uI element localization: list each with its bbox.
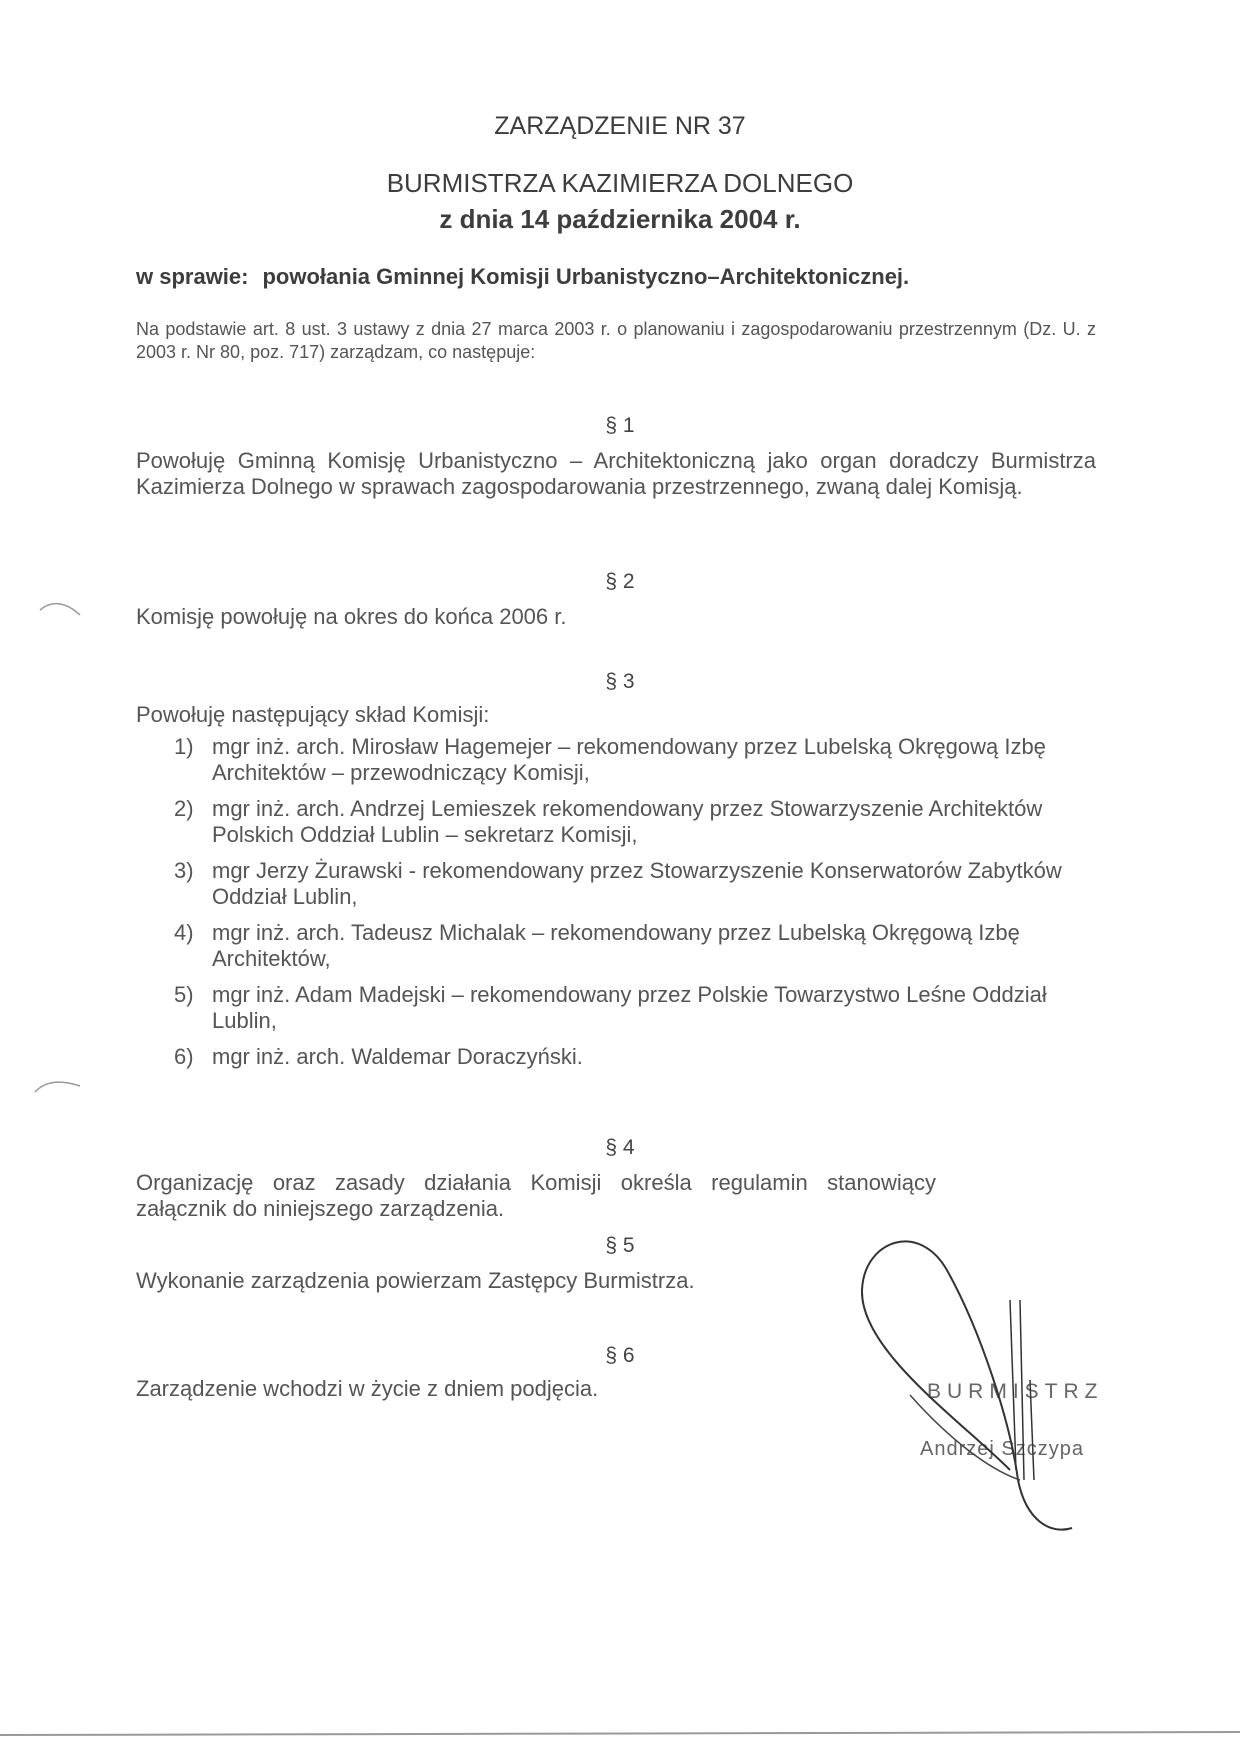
list-item-text: mgr inż. arch. Tadeusz Michalak – rekomendowany przez Lubelską Okręgową Izbę Architektów, [212,920,1020,971]
scan-mark-left-bottom [35,1082,80,1092]
list-item-text: mgr inż. arch. Waldemar Doraczyński. [212,1044,583,1069]
subject-label: w sprawie: [136,264,249,289]
list-item-text: mgr inż. arch. Andrzej Lemieszek rekomendowany przez Stowarzyszenie Architektów Polskich Oddział Lublin – sekretarz Komisji, [212,796,1043,847]
section-mark-2: § 2 [605,570,635,593]
section-text-3: Powołuję następujący skład Komisji: [136,702,490,727]
stamp-title: BURMISTRZ [927,1380,1104,1403]
list-item-number: 2) [174,796,194,821]
list-item-number: 4) [174,920,194,945]
section-mark-6: § 6 [605,1344,635,1367]
issuer-line: BURMISTRZA KAZIMIERZA DOLNEGO [386,168,854,198]
section-text-6: Zarządzenie wchodzi w życie z dniem podjęcia. [136,1376,599,1401]
list-item-number: 3) [174,858,194,883]
list-item-text: mgr inż. arch. Mirosław Hagemejer – rekomendowany przez Lubelską Okręgową Izbę Architektów – przewodniczący Komisji, [212,734,1046,785]
list-item-text: mgr Jerzy Żurawski - rekomendowany przez Stowarzyszenie Konserwatorów Zabytków Oddział Lublin, [212,858,1062,909]
list-item-number: 1) [174,734,194,759]
list-item-text: mgr inż. Adam Madejski – rekomendowany przez Polskie Towarzystwo Leśne Oddział Lublin, [212,982,1047,1033]
document-title: ZARZĄDZENIE NR 37 [494,112,746,140]
date-line: z dnia 14 października 2004 r. [439,204,801,234]
section-text-5: Wykonanie zarządzenia powierzam Zastępcy Burmistrza. [136,1268,695,1293]
section-mark-5: § 5 [605,1234,635,1257]
section-mark-1: § 1 [605,414,635,437]
section-text-2: Komisję powołuję na okres do końca 2006 r. [136,604,567,629]
list-item-number: 5) [174,982,194,1007]
scan-mark-left-top [40,604,80,615]
section-text-4: Organizację oraz zasady działania Komisji określa regulamin stanowiący załącznik do niniejszego zarządzenia. [136,1170,936,1221]
section-mark-4: § 4 [605,1136,635,1159]
legal-basis-paragraph: Na podstawie art. 8 ust. 3 ustawy z dnia 27 marca 2003 r. o planowaniu i zagospodarowaniu przestrzennym (Dz. U. z 2003 r. Nr 80, poz. 717) zarządzam, co następuje: [136,319,1096,362]
stamp-name: Andrzej Szczypa [920,1438,1084,1460]
section-mark-3: § 3 [605,670,635,693]
subject-text: powołania Gminnej Komisji Urbanistyczno–Architektonicznej. [262,264,910,289]
scan-bottom-line [0,1732,1240,1735]
list-item-number: 6) [174,1044,194,1069]
handwritten-signature [862,1241,1072,1529]
section-text-1: Powołuję Gminną Komisję Urbanistyczno – Architektoniczną jako organ doradczy Burmistrza Kazimierza Dolnego w sprawach zagospodarowania przestrzennego, zwaną dalej Komisją. [136,448,1096,499]
